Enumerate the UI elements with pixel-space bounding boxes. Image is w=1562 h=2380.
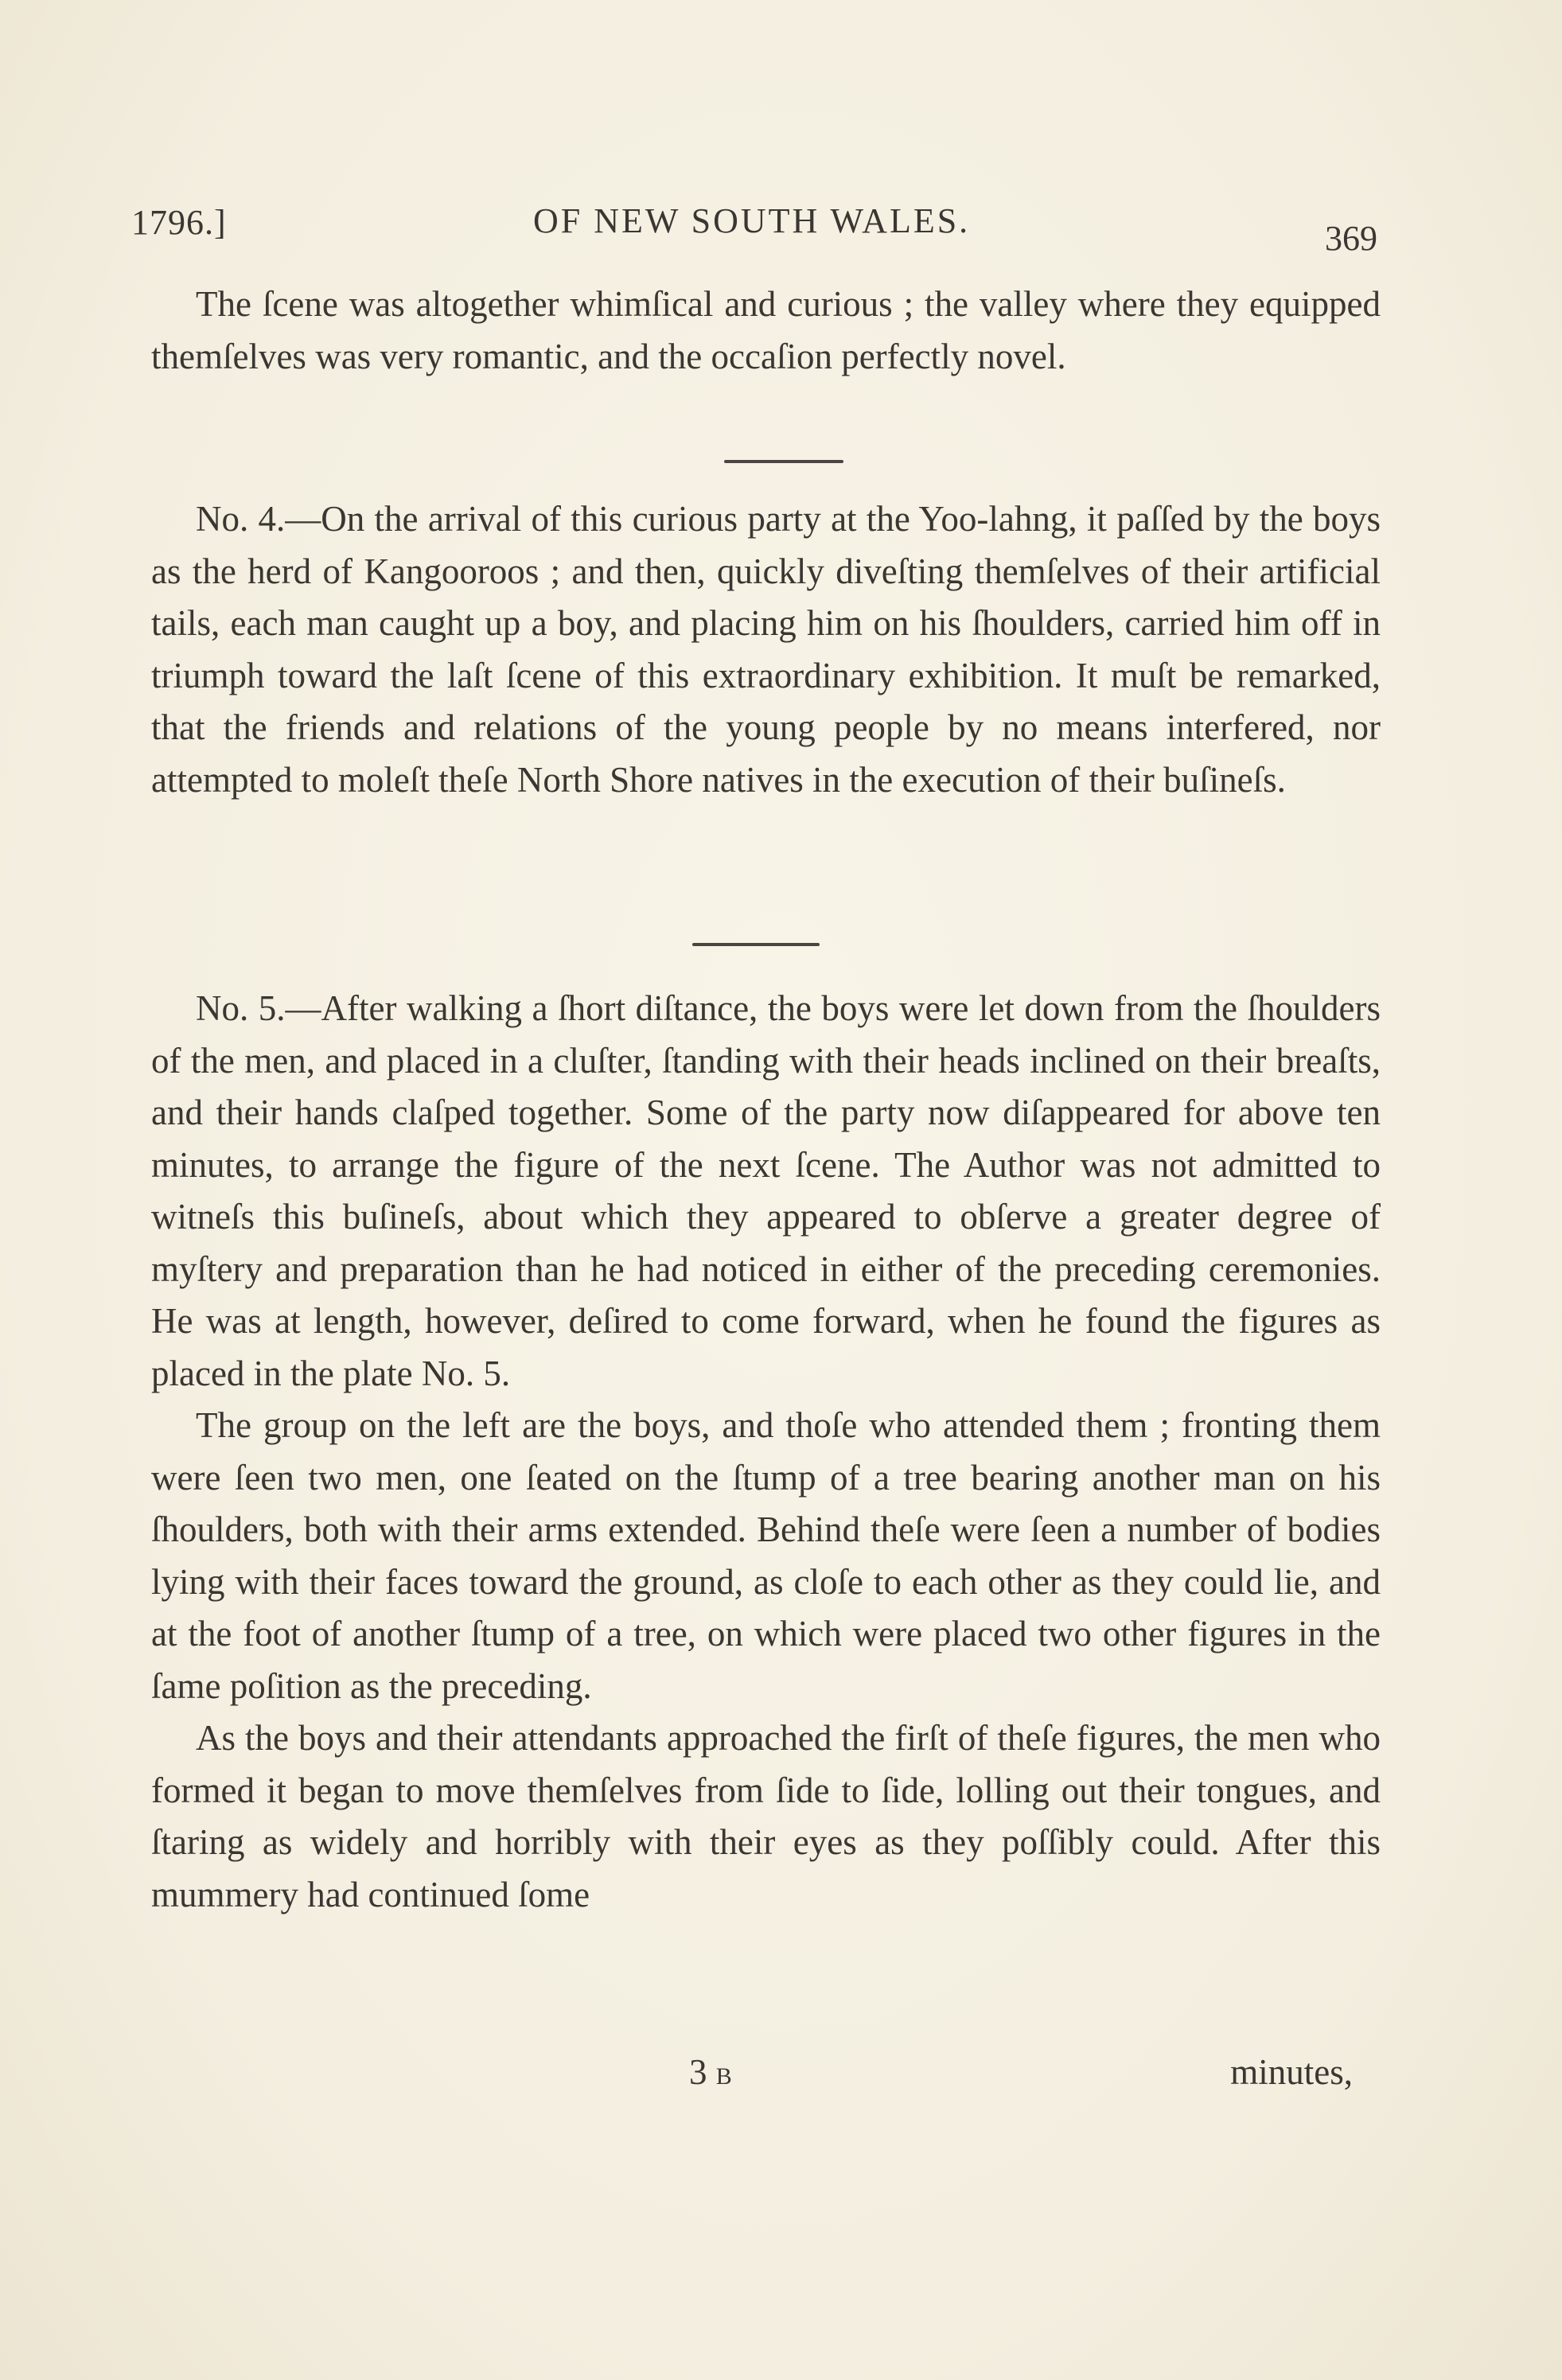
paragraph: As the boys and their attendants approached the firſt of theſe figures, the men who formed it began to move themſelves from ſide to ſide, lolling out their tongues, and ſtaring as widely and horribly with their eyes as they poſſibly could. After this mummery had continued ſome <box>151 1718 1381 1915</box>
section-divider <box>724 460 843 463</box>
page-footer <box>151 2051 1381 2107</box>
page-number: 369 <box>1325 219 1377 258</box>
signature-mark <box>689 2051 734 2093</box>
catchword: minutes, <box>1230 2052 1353 2092</box>
running-header <box>131 189 1404 261</box>
paragraph: No. 5.—After walking a ſhort diſtance, the boys were let down from the ſhoulders of the men, and placed in a cluſter, ſtanding with their heads inclined on their breaſts, and their hands claſped together. Some of the party now diſappeared for above ten minutes, to arrange the figure of the next ſcene. The Author was not admitted to witneſs this buſineſs, about which they appeared to obſerve a greater degree of myſtery and preparation than he had noticed in either of the preceding ceremonies. He was at length, however, deſired to come forward, when he found the figures as placed in the plate No. 5. <box>151 988 1381 1393</box>
paragraph: The group on the left are the boys, and thoſe who attended them ; fronting them were ſeen two men, one ſeated on the ſtump of a tree bearing another man on his ſhoulders, both with their arms extended. Behind theſe were ſeen a number of bodies lying with their faces toward the ground, as cloſe to each other as they could lie, and at the foot of another ſtump of a tree, on which were placed two other figures in the ſame poſition as the preceding. <box>151 1405 1381 1706</box>
header-year: 1796.] <box>131 203 227 242</box>
section-no-5 <box>151 983 1381 1921</box>
signature-letter: B <box>715 2063 734 2090</box>
section-no-4 <box>151 493 1381 806</box>
paragraph: No. 4.—On the arrival of this curious party at the Yoo-lahng, it paſſed by the boys as the herd of Kangooroos ; and then, quickly diveſting themſelves of their artificial tails, each man caught up a boy, and placing him on his ſhoulders, carried him off in triumph toward the laſt ſcene of this extraordinary exhibition. It muſt be remarked, that the friends and relations of the young people by no means interfered, nor attempted to moleſt theſe North Shore natives in the execution of their buſineſs. <box>151 499 1381 800</box>
paragraph: The ſcene was altogether whimſical and curious ; the valley where they equipped themſelves was very romantic, and the occaſion perfectly novel. <box>151 284 1381 376</box>
signature-number: 3 <box>689 2052 707 2092</box>
section-divider <box>692 943 820 946</box>
header-title: OF NEW SOUTH WALES. <box>533 201 971 240</box>
section-intro <box>151 279 1381 383</box>
